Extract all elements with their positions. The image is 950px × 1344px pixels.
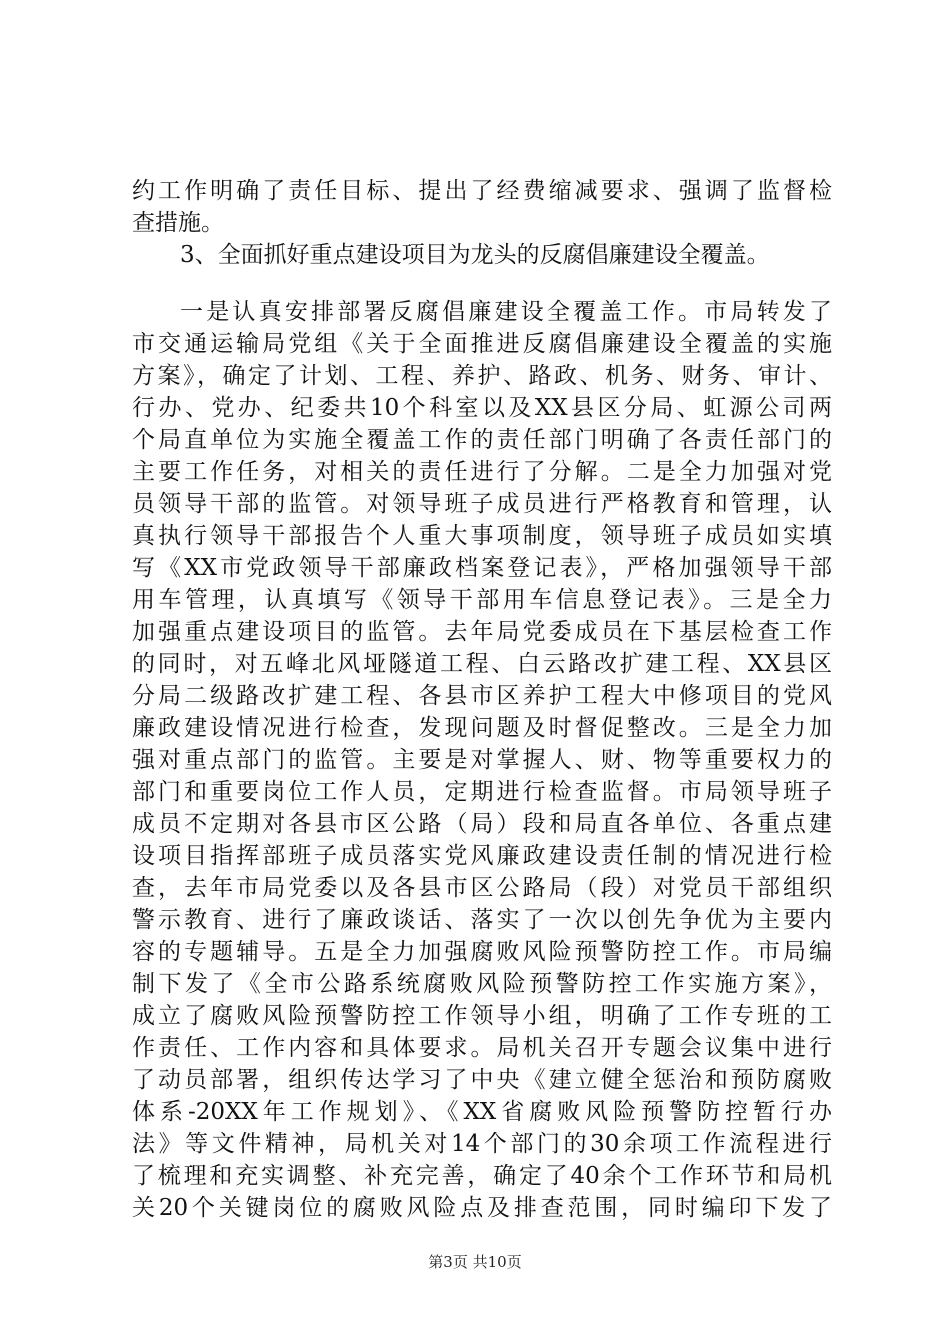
text-line: 体系-20XX年工作规划》、《XX省腐败风险预警防控暂行办	[132, 1099, 832, 1125]
section-heading: 3、全面抓好重点建设项目为龙头的反腐倡廉建设全覆盖。	[180, 242, 770, 268]
text-line: 成员不定期对各县市区公路（局）段和局直各单位、各重点建	[132, 811, 832, 837]
text-line: 查措施。	[132, 210, 224, 236]
text-line: 加强重点建设项目的监管。去年局党委成员在下基层检查工作	[132, 619, 832, 645]
text-line: 警示教育、进行了廉政谈话、落实了一次以创先争优为主要内	[132, 907, 832, 933]
text-line: 关20个关键岗位的腐败风险点及排查范围，同时编印下发了	[132, 1195, 832, 1221]
text-line: 写《XX市党政领导干部廉政档案登记表》，严格加强领导干部	[132, 555, 832, 581]
text-line: 个局直单位为实施全覆盖工作的责任部门明确了各责任部门的	[132, 427, 832, 453]
text-line: 部门和重要岗位工作人员，定期进行检查监督。市局领导班子	[132, 779, 832, 805]
text-line: 强对重点部门的监管。主要是对掌握人、财、物等重要权力的	[132, 747, 832, 773]
paragraph-gap	[132, 271, 832, 296]
text-line: 方案》，确定了计划、工程、养护、路政、机务、财务、审计、	[132, 363, 832, 389]
page-number: 第3页 共10页	[428, 1253, 522, 1271]
text-line: 主要工作任务，对相关的责任进行了分解。二是全力加强对党	[132, 459, 832, 485]
text-line: 一是认真安排部署反腐倡廉建设全覆盖工作。市局转发了	[180, 299, 832, 325]
text-line: 设项目指挥部班子成员落实党风廉政建设责任制的情况进行检	[132, 843, 832, 869]
text-line: 成立了腐败风险预警防控工作领导小组，明确了工作专班的工	[132, 1003, 832, 1029]
text-line: 制下发了《全市公路系统腐败风险预警防控工作实施方案》，	[132, 971, 832, 997]
text-line: 容的专题辅导。五是全力加强腐败风险预警防控工作。市局编	[132, 939, 832, 965]
text-line: 查，去年市局党委以及各县市区公路局（段）对党员干部组织	[132, 875, 832, 901]
text-line: 廉政建设情况进行检查，发现问题及时督促整改。三是全力加	[132, 715, 832, 741]
text-line: 作责任、工作内容和具体要求。局机关召开专题会议集中进行	[132, 1035, 832, 1061]
document-body	[132, 175, 832, 1224]
text-line: 约工作明确了责任目标、提出了经费缩减要求、强调了监督检	[132, 178, 832, 204]
text-line: 真执行领导干部报告个人重大事项制度，领导班子成员如实填	[132, 523, 832, 549]
text-line: 了梳理和充实调整、补充完善，确定了40余个工作环节和局机	[132, 1163, 832, 1189]
text-line: 的同时，对五峰北风垭隧道工程、白云路改扩建工程、XX县区	[132, 651, 832, 677]
text-line: 了动员部署，组织传达学习了中央《建立健全惩治和预防腐败	[132, 1067, 832, 1093]
text-line: 员领导干部的监管。对领导班子成员进行严格教育和管理，认	[132, 491, 832, 517]
text-line: 行办、党办、纪委共10个科室以及XX县区分局、虹源公司两	[132, 395, 832, 421]
text-line: 法》等文件精神，局机关对14个部门的30余项工作流程进行	[132, 1131, 832, 1157]
text-line: 用车管理，认真填写《领导干部用车信息登记表》。三是全力	[132, 587, 832, 613]
text-line: 市交通运输局党组《关于全面推进反腐倡廉建设全覆盖的实施	[132, 331, 832, 357]
text-line: 分局二级路改扩建工程、各县市区养护工程大中修项目的党风	[132, 683, 832, 709]
